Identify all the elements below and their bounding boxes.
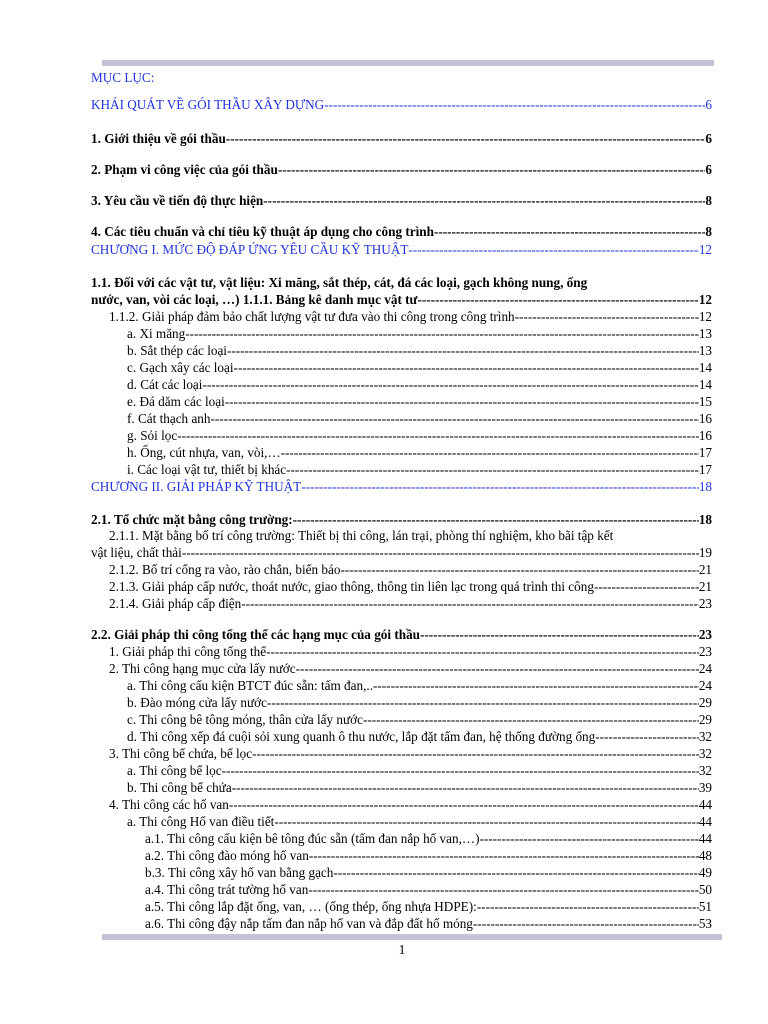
page-number: 1 xyxy=(398,942,406,957)
toc-entry-2-2-2-d[interactable]: d. Thi công xếp đá cuội sỏi xung quanh ô thu nước, lắp đặt tấm đan, hệ thống đường ống ----- 32 xyxy=(127,728,712,745)
toc-entry-b3[interactable]: b.3. Thi công xây hố van bằng gạch ----- 49 xyxy=(145,864,712,881)
toc-entry-1-1-2[interactable]: 1.1.2. Giải pháp đảm bảo chất lượng vật tư đưa vào thi công trong công trình ----- 12 xyxy=(109,308,712,325)
toc-entry-i[interactable]: i. Các loại vật tư, thiết bị khác ----- 17 xyxy=(127,461,712,478)
bottom-divider xyxy=(102,934,722,940)
toc-entry-a[interactable]: a. Xi măng ----- 13 xyxy=(127,325,712,342)
toc-entry-chapter-2[interactable]: CHƯƠNG II. GIẢI PHÁP KỸ THUẬT ----- 18 xyxy=(91,478,712,495)
toc-entry-2-2-2-c[interactable]: c. Thi công bê tông móng, thân cửa lấy nước ----- 29 xyxy=(127,711,712,728)
toc-entry-2-2-2[interactable]: 2. Thi công hạng mục cửa lấy nước ----- 24 xyxy=(109,660,712,677)
toc-entry-1-1[interactable]: nước, van, vòi các loại, …) 1.1.1. Bảng kê danh mục vật tư ----- 12 xyxy=(91,291,712,308)
toc-entry-f[interactable]: f. Cát thạch anh ----- 16 xyxy=(127,410,712,427)
toc-entry-2-2[interactable]: 2.2. Giải pháp thi công tổng thể các hạng mục của gói thầu ----- 23 xyxy=(91,626,712,643)
toc-entry-chapter-overview[interactable]: KHÁI QUÁT VỀ GÓI THẦU XÂY DỰNG ----- 6 xyxy=(91,96,712,113)
toc-entry-2-1-1-line1[interactable]: 2.1.1. Mặt bằng bố trí công trường: Thiết bị thi công, lán trại, phòng thí nghiệm, kho bãi tập kết xyxy=(109,528,614,543)
toc-entry-2-2-2-b[interactable]: b. Đào móng cửa lấy nước ----- 29 xyxy=(127,694,712,711)
toc-entry-2-2-2-a[interactable]: a. Thi công cấu kiện BTCT đúc sẵn: tấm đan,.. ----- 24 xyxy=(127,677,712,694)
toc-entry-e[interactable]: e. Đá dăm các loại ----- 15 xyxy=(127,393,712,410)
toc-entry-b[interactable]: b. Sắt thép các loại ----- 13 xyxy=(127,342,712,359)
toc-entry-2[interactable]: 2. Phạm vi công việc của gói thầu ----- 6 xyxy=(91,161,712,178)
toc-entry-4[interactable]: 4. Các tiêu chuẩn và chỉ tiêu kỹ thuật áp dụng cho công trình ----- 8 xyxy=(91,223,712,240)
toc-entry-d[interactable]: d. Cát các loại ----- 14 xyxy=(127,376,712,393)
toc-entry-2-1-2[interactable]: 2.1.2. Bố trí cổng ra vào, rào chắn, biển báo ----- 21 xyxy=(109,561,712,578)
toc-entry-c[interactable]: c. Gạch xây các loại ----- 14 xyxy=(127,359,712,376)
toc-heading: MỤC LỤC: xyxy=(91,70,155,85)
toc-entry-g[interactable]: g. Sỏi lọc ----- 16 xyxy=(127,427,712,444)
toc-entry-2-2-1[interactable]: 1. Giải pháp thi công tổng thể ----- 23 xyxy=(109,643,712,660)
toc-entry-2-2-3-b[interactable]: b. Thi công bể chứa ----- 39 xyxy=(127,779,712,796)
toc-entry-2-2-3-a[interactable]: a. Thi công bể lọc ----- 32 xyxy=(127,762,712,779)
toc-entry-a4[interactable]: a.4. Thi công trát tường hố van ----- 50 xyxy=(145,881,712,898)
toc-entry-2-2-4-a[interactable]: a. Thi công Hố van điều tiết ----- 44 xyxy=(127,813,712,830)
toc-entry-2-1-3[interactable]: 2.1.3. Giải pháp cấp nước, thoát nước, giao thông, thông tin liên lạc trong quá trình thi công ----- 21 xyxy=(109,578,712,595)
toc-entry-1-1-line1[interactable]: 1.1. Đối với các vật tư, vật liệu: Xi măng, sắt thép, cát, đá các loại, gạch không nung, ống xyxy=(91,275,588,290)
toc-entry-2-1-1[interactable]: vật liệu, chất thải ----- 19 xyxy=(91,544,712,561)
toc-entry-3[interactable]: 3. Yêu cầu về tiến độ thực hiện ----- 8 xyxy=(91,192,712,209)
toc-entry-2-1-4[interactable]: 2.1.4. Giải pháp cấp điện ----- 23 xyxy=(109,595,712,612)
toc-entry-a5[interactable]: a.5. Thi công lắp đặt ống, van, … (ống thép, ống nhựa HDPE): ----- 51 xyxy=(145,898,712,915)
toc-entry-2-2-3[interactable]: 3. Thi công bể chứa, bể lọc ----- 32 xyxy=(109,745,712,762)
toc-entry-a1[interactable]: a.1. Thi công cấu kiện bê tông đúc sẵn (tấm đan nắp hố van,…) ----- 44 xyxy=(145,830,712,847)
toc-entry-a6[interactable]: a.6. Thi công đậy nắp tấm đan nắp hố van và đắp đất hố móng ----- 53 xyxy=(145,915,712,932)
toc-entry-1[interactable]: 1. Giới thiệu về gói thầu ----- 6 xyxy=(91,130,712,147)
toc-entry-h[interactable]: h. Ống, cút nhựa, van, vòi,… ----- 17 xyxy=(127,444,712,461)
toc-entry-2-2-4[interactable]: 4. Thi công các hố van ----- 44 xyxy=(109,796,712,813)
toc-entry-a2[interactable]: a.2. Thi công đào móng hố van ----- 48 xyxy=(145,847,712,864)
toc-entry-2-1[interactable]: 2.1. Tổ chức mặt bằng công trường: ----- 18 xyxy=(91,511,712,528)
top-divider xyxy=(102,60,714,66)
toc-entry-chapter-1[interactable]: CHƯƠNG I. MỨC ĐỘ ĐÁP ỨNG YÊU CẦU KỸ THUẬT ----- 12 xyxy=(91,241,712,258)
